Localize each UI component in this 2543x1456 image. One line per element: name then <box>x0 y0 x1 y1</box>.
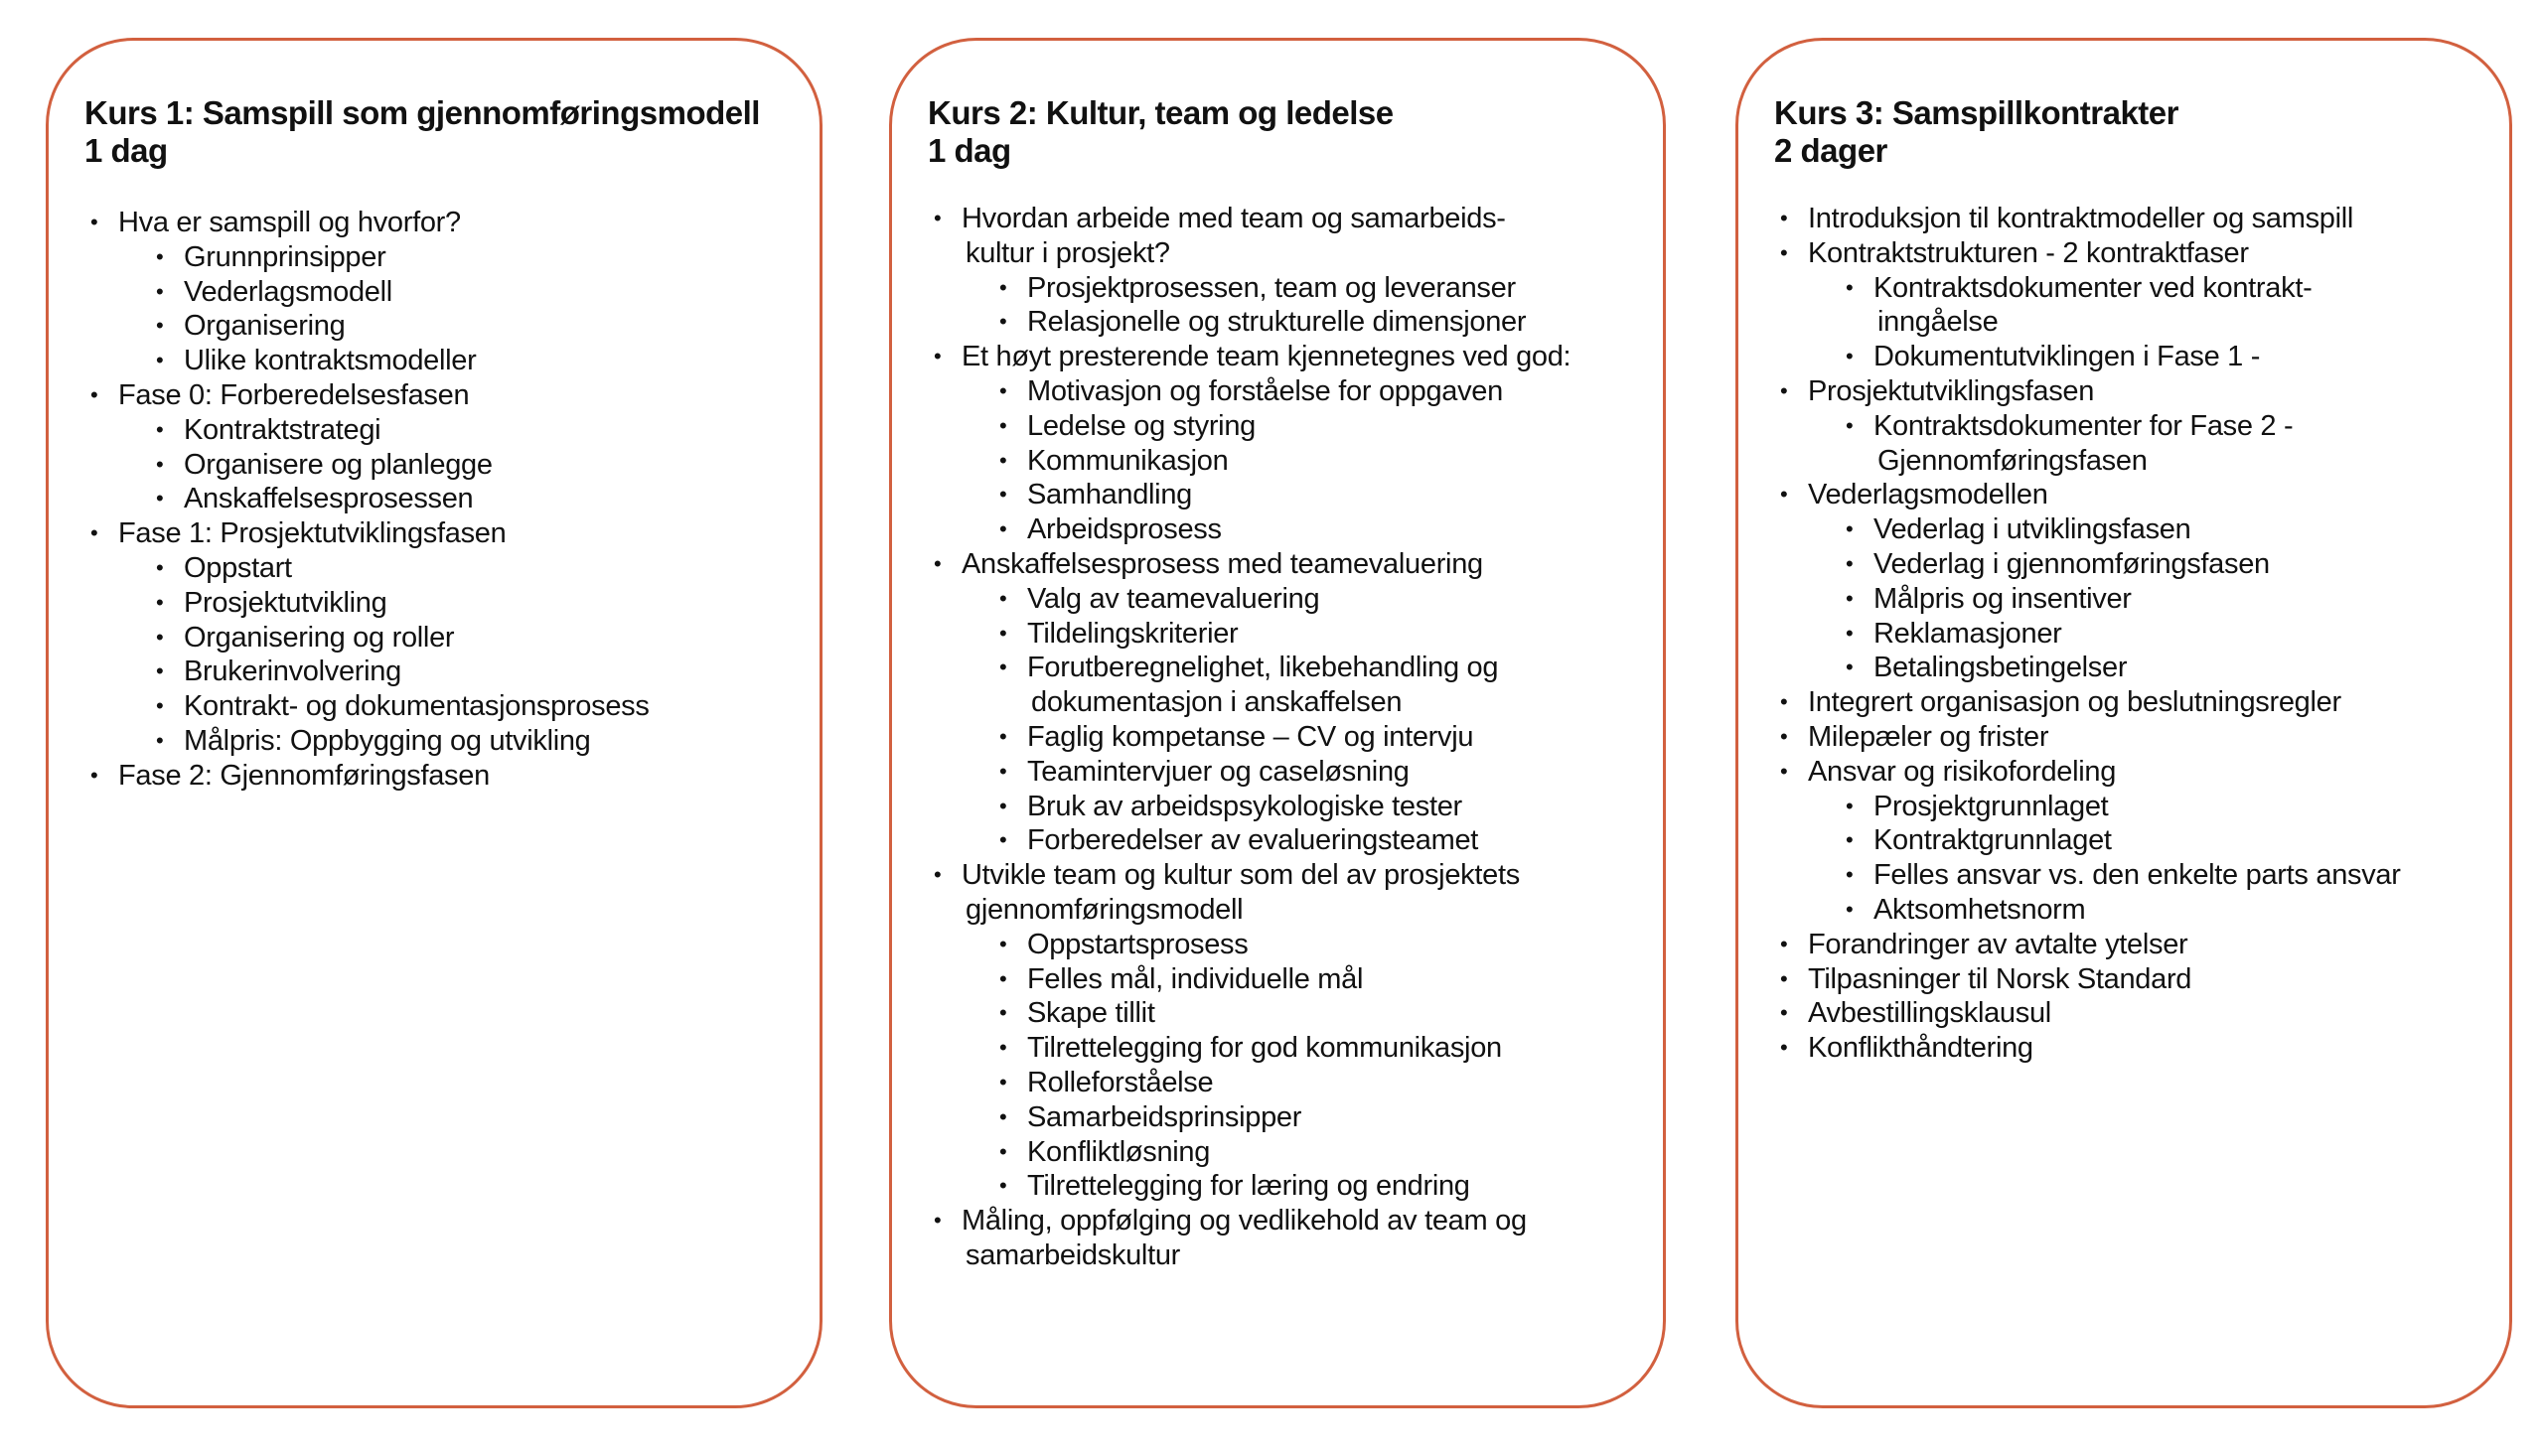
bullet-icon: • <box>156 486 164 511</box>
bullet-icon: • <box>934 206 942 230</box>
subtopic-item <box>1774 340 2499 374</box>
subtopic-item <box>928 651 1653 720</box>
bullet-icon: • <box>156 451 164 477</box>
course-title: Kurs 3: Samspillkontrakter <box>1774 94 2178 131</box>
subtopic-item <box>84 655 810 689</box>
bullet-icon: • <box>999 377 1007 403</box>
topic-item <box>84 759 810 794</box>
subtopic-item <box>928 962 1653 997</box>
bullet-icon: • <box>1780 689 1788 715</box>
topic-text: Bruk av arbeidspsykologiske tester <box>1027 790 1462 822</box>
topic-text: Vederlag i utviklingsfasen <box>1873 513 2191 546</box>
bullet-icon: • <box>999 793 1007 818</box>
bullet-icon: • <box>1780 377 1788 403</box>
bullet-icon: • <box>156 348 164 373</box>
topic-text: Aktsomhetsnorm <box>1873 893 2086 926</box>
bullet-icon: • <box>999 1138 1007 1164</box>
bullet-icon: • <box>1780 1000 1788 1026</box>
subtopic-item <box>1774 651 2499 685</box>
topic-text: Kontraktstrategi <box>184 413 381 446</box>
bullet-icon: • <box>999 309 1007 335</box>
subtopic-item <box>1774 858 2499 893</box>
topic-item <box>1774 962 2499 997</box>
topic-text: Kontraktstrukturen - 2 kontraktfaser <box>1808 236 2249 269</box>
bullet-icon: • <box>999 447 1007 473</box>
topic-text-continuation: kultur i prosjekt? <box>966 236 1170 269</box>
bullet-icon: • <box>1780 482 1788 508</box>
subtopic-item <box>1774 893 2499 928</box>
bullet-icon: • <box>999 482 1007 508</box>
topic-text: Forutberegnelighet, likebehandling og <box>1027 652 1499 684</box>
bullet-icon: • <box>999 723 1007 749</box>
bullet-icon: • <box>999 585 1007 611</box>
bullet-icon: • <box>1846 827 1854 853</box>
subtopic-item <box>84 275 810 310</box>
subtopic-item <box>1774 547 2499 582</box>
bullet-icon: • <box>934 862 942 888</box>
topic-text: Prosjektutvikling <box>184 586 387 619</box>
course-topic-list <box>928 202 1653 1273</box>
course-title: Kurs 2: Kultur, team og ledelse <box>928 94 1394 131</box>
subtopic-item <box>1774 823 2499 858</box>
subtopic-item <box>928 823 1653 858</box>
subtopic-item <box>84 551 810 586</box>
topic-text: Relasjonelle og strukturelle dimensjoner <box>1027 306 1527 339</box>
topic-text: Avbestillingsklausul <box>1808 997 2051 1030</box>
course-header <box>928 94 1643 170</box>
course-topic-list <box>84 206 810 794</box>
subtopic-item <box>928 1135 1653 1170</box>
bullet-icon: • <box>1846 793 1854 818</box>
topic-text: Organisering <box>184 310 346 343</box>
topic-text: Valg av teamevaluering <box>1027 582 1320 615</box>
topic-text: Felles ansvar vs. den enkelte parts ansvar <box>1873 859 2401 892</box>
topic-text: Vederlagsmodell <box>184 275 392 308</box>
subtopic-item <box>928 790 1653 824</box>
bullet-icon: • <box>999 931 1007 956</box>
topic-text: Forandringer av avtalte ytelser <box>1808 928 2188 960</box>
bullet-icon: • <box>1846 620 1854 646</box>
subtopic-item <box>84 689 810 724</box>
subtopic-item <box>84 482 810 516</box>
topic-text: Et høyt presterende team kjennetegnes ved god: <box>962 341 1571 373</box>
topic-text: Ansvar og risikofordeling <box>1808 755 2117 788</box>
course-duration: 1 dag <box>928 132 1011 169</box>
bullet-icon: • <box>1846 655 1854 680</box>
topic-item <box>928 340 1653 374</box>
bullet-icon: • <box>1780 239 1788 265</box>
subtopic-item <box>1774 582 2499 617</box>
subtopic-item <box>84 309 810 344</box>
topic-text: Prosjektutviklingsfasen <box>1808 374 2095 407</box>
bullet-icon: • <box>156 554 164 580</box>
topic-text: Måling, oppfølging og vedlikehold av team og <box>962 1205 1527 1238</box>
subtopic-item <box>928 582 1653 617</box>
bullet-icon: • <box>999 1103 1007 1129</box>
bullet-icon: • <box>156 313 164 339</box>
subtopic-item <box>1774 617 2499 652</box>
topic-text: Skape tillit <box>1027 997 1155 1030</box>
course-duration: 1 dag <box>84 132 168 169</box>
subtopic-item <box>928 444 1653 479</box>
topic-text: Tilrettelegging for læring og endring <box>1027 1170 1470 1203</box>
subtopic-item <box>84 413 810 448</box>
topic-text: Samhandling <box>1027 479 1192 511</box>
topic-text: Tildelingskriterier <box>1027 617 1239 650</box>
topic-item <box>928 547 1653 582</box>
topic-text: Ledelse og styring <box>1027 409 1256 442</box>
topic-text: Felles mål, individuelle mål <box>1027 962 1364 995</box>
subtopic-item <box>928 374 1653 409</box>
bullet-icon: • <box>90 210 98 234</box>
bullet-icon: • <box>90 520 98 546</box>
subtopic-item <box>928 1169 1653 1204</box>
bullet-icon: • <box>156 658 164 684</box>
topic-item <box>928 1204 1653 1273</box>
topic-text-continuation: samarbeidskultur <box>966 1238 1181 1271</box>
topic-text-continuation: Gjennomføringsfasen <box>1877 444 2148 477</box>
bullet-icon: • <box>999 1000 1007 1026</box>
bullet-icon: • <box>1846 274 1854 300</box>
topic-text: Tilpasninger til Norsk Standard <box>1808 962 2192 995</box>
topic-text: Fase 0: Forberedelsesfasen <box>118 378 470 411</box>
subtopic-item <box>928 1031 1653 1066</box>
topic-text: Prosjektprosessen, team og leveranser <box>1027 271 1516 304</box>
topic-text: Anskaffelsesprosessen <box>184 483 474 515</box>
bullet-icon: • <box>90 381 98 407</box>
bullet-icon: • <box>1846 344 1854 369</box>
subtopic-item <box>928 928 1653 962</box>
subtopic-item <box>1774 790 2499 824</box>
topic-item <box>1774 478 2499 512</box>
subtopic-item <box>928 512 1653 547</box>
bullet-icon: • <box>999 412 1007 438</box>
subtopic-item <box>928 409 1653 444</box>
topic-text: Kontraktsdokumenter for Fase 2 - <box>1873 409 2294 442</box>
topic-text: Brukerinvolvering <box>184 655 401 688</box>
course-header <box>1774 94 2489 170</box>
topic-text: Vederlag i gjennomføringsfasen <box>1873 547 2270 580</box>
topic-text: Utvikle team og kultur som del av prosjektets <box>962 859 1520 892</box>
topic-text: Oppstartsprosess <box>1027 928 1249 960</box>
subtopic-item <box>1774 409 2499 479</box>
course-card-2 <box>889 38 1666 1408</box>
topic-item <box>1774 1031 2499 1066</box>
topic-item <box>84 516 810 551</box>
topic-text: Fase 1: Prosjektutviklingsfasen <box>118 517 507 550</box>
topic-item <box>84 378 810 413</box>
bullet-icon: • <box>999 1173 1007 1199</box>
bullet-icon: • <box>1846 585 1854 611</box>
course-title: Kurs 1: Samspill som gjennomføringsmodell <box>84 94 760 131</box>
topic-item <box>1774 928 2499 962</box>
subtopic-item <box>84 240 810 275</box>
topic-text: Anskaffelsesprosess med teamevaluering <box>962 547 1483 580</box>
bullet-icon: • <box>999 827 1007 853</box>
topic-text: Dokumentutviklingen i Fase 1 - <box>1873 341 2261 373</box>
bullet-icon: • <box>1780 931 1788 956</box>
topic-text: Ulike kontraktsmodeller <box>184 345 477 377</box>
subtopic-item <box>84 621 810 655</box>
topic-item <box>1774 720 2499 755</box>
topic-text: Teamintervjuer og caseløsning <box>1027 755 1410 788</box>
topic-text: Betalingsbetingelser <box>1873 652 2128 684</box>
bullet-icon: • <box>999 655 1007 680</box>
topic-text: Integrert organisasjon og beslutningsregler <box>1808 686 2341 719</box>
subtopic-item <box>928 1100 1653 1135</box>
bullet-icon: • <box>156 589 164 615</box>
topic-item <box>928 202 1653 271</box>
topic-text: Introduksjon til kontraktmodeller og samspill <box>1808 203 2354 234</box>
bullet-icon: • <box>999 620 1007 646</box>
topic-text: Vederlagsmodellen <box>1808 479 2048 511</box>
bullet-icon: • <box>156 278 164 304</box>
topic-item <box>1774 202 2499 236</box>
topic-text: Arbeidsprosess <box>1027 513 1222 546</box>
subtopic-item <box>84 724 810 759</box>
course-header <box>84 94 800 170</box>
bullet-icon: • <box>1780 723 1788 749</box>
subtopic-item <box>1774 512 2499 547</box>
bullet-icon: • <box>1780 1035 1788 1061</box>
topic-text: Tilrettelegging for god kommunikasjon <box>1027 1032 1502 1065</box>
subtopic-item <box>928 305 1653 340</box>
bullet-icon: • <box>999 1035 1007 1061</box>
topic-text: Organisering og roller <box>184 621 455 654</box>
subtopic-item <box>928 478 1653 512</box>
bullet-icon: • <box>999 965 1007 991</box>
bullet-icon: • <box>999 1069 1007 1094</box>
topic-text-continuation: dokumentasjon i anskaffelsen <box>1031 686 1403 719</box>
bullet-icon: • <box>999 516 1007 542</box>
topic-text-continuation: inngåelse <box>1877 306 1999 339</box>
subtopic-item <box>928 720 1653 755</box>
bullet-icon: • <box>999 274 1007 300</box>
topic-item <box>84 206 810 240</box>
topic-item <box>1774 755 2499 790</box>
bullet-icon: • <box>1780 206 1788 230</box>
bullet-icon: • <box>1846 862 1854 888</box>
subtopic-item <box>84 448 810 483</box>
topic-text: Oppstart <box>184 551 292 584</box>
topic-text: Reklamasjoner <box>1873 617 2062 650</box>
subtopic-item <box>928 996 1653 1031</box>
topic-text: Fase 2: Gjennomføringsfasen <box>118 759 490 792</box>
topic-text: Kontraktsdokumenter ved kontrakt- <box>1873 271 2313 304</box>
bullet-icon: • <box>156 693 164 719</box>
topic-text: Motivasjon og forståelse for oppgaven <box>1027 374 1503 407</box>
bullet-icon: • <box>1846 412 1854 438</box>
subtopic-item <box>928 1066 1653 1100</box>
topic-text: Prosjektgrunnlaget <box>1873 790 2109 822</box>
bullet-icon: • <box>1780 758 1788 784</box>
bullet-icon: • <box>156 727 164 753</box>
topic-text: Målpris og insentiver <box>1873 582 2132 615</box>
course-card-1 <box>46 38 823 1408</box>
topic-text: Grunnprinsipper <box>184 240 386 273</box>
topic-item <box>1774 374 2499 409</box>
bullet-icon: • <box>156 624 164 650</box>
topic-text: Kommunikasjon <box>1027 444 1229 477</box>
topic-text: Samarbeidsprinsipper <box>1027 1100 1302 1133</box>
topic-text: Organisere og planlegge <box>184 448 493 481</box>
bullet-icon: • <box>156 243 164 269</box>
course-duration: 2 dager <box>1774 132 1887 169</box>
topic-text: Kontrakt- og dokumentasjonsprosess <box>184 690 650 723</box>
topic-text: Hvordan arbeide med team og samarbeids- <box>962 203 1506 234</box>
bullet-icon: • <box>90 762 98 788</box>
bullet-icon: • <box>934 1208 942 1234</box>
topic-text: Hva er samspill og hvorfor? <box>118 207 461 238</box>
topic-item <box>1774 996 2499 1031</box>
subtopic-item <box>928 617 1653 652</box>
bullet-icon: • <box>934 550 942 576</box>
topic-item <box>1774 685 2499 720</box>
topic-text: Målpris: Oppbygging og utvikling <box>184 724 591 757</box>
subtopic-item <box>84 586 810 621</box>
bullet-icon: • <box>1846 516 1854 542</box>
bullet-icon: • <box>156 416 164 442</box>
topic-text: Rolleforståelse <box>1027 1066 1214 1098</box>
bullet-icon: • <box>1846 550 1854 576</box>
bullet-icon: • <box>1780 965 1788 991</box>
topic-text: Milepæler og frister <box>1808 720 2049 753</box>
topic-text: Kontraktgrunnlaget <box>1873 824 2112 857</box>
subtopic-item <box>928 271 1653 306</box>
bullet-icon: • <box>934 344 942 369</box>
subtopic-item <box>1774 271 2499 341</box>
topic-text: Konflikthåndtering <box>1808 1032 2033 1065</box>
subtopic-item <box>84 344 810 378</box>
bullet-icon: • <box>999 758 1007 784</box>
topic-item <box>928 858 1653 928</box>
topic-item <box>1774 236 2499 271</box>
subtopic-item <box>928 755 1653 790</box>
topic-text: Faglig kompetanse – CV og intervju <box>1027 720 1474 753</box>
topic-text-continuation: gjennomføringsmodell <box>966 893 1244 926</box>
topic-text: Forberedelser av evalueringsteamet <box>1027 824 1479 857</box>
course-card-3 <box>1735 38 2512 1408</box>
bullet-icon: • <box>1846 896 1854 922</box>
course-topic-list <box>1774 202 2499 1066</box>
topic-text: Konfliktløsning <box>1027 1135 1211 1168</box>
